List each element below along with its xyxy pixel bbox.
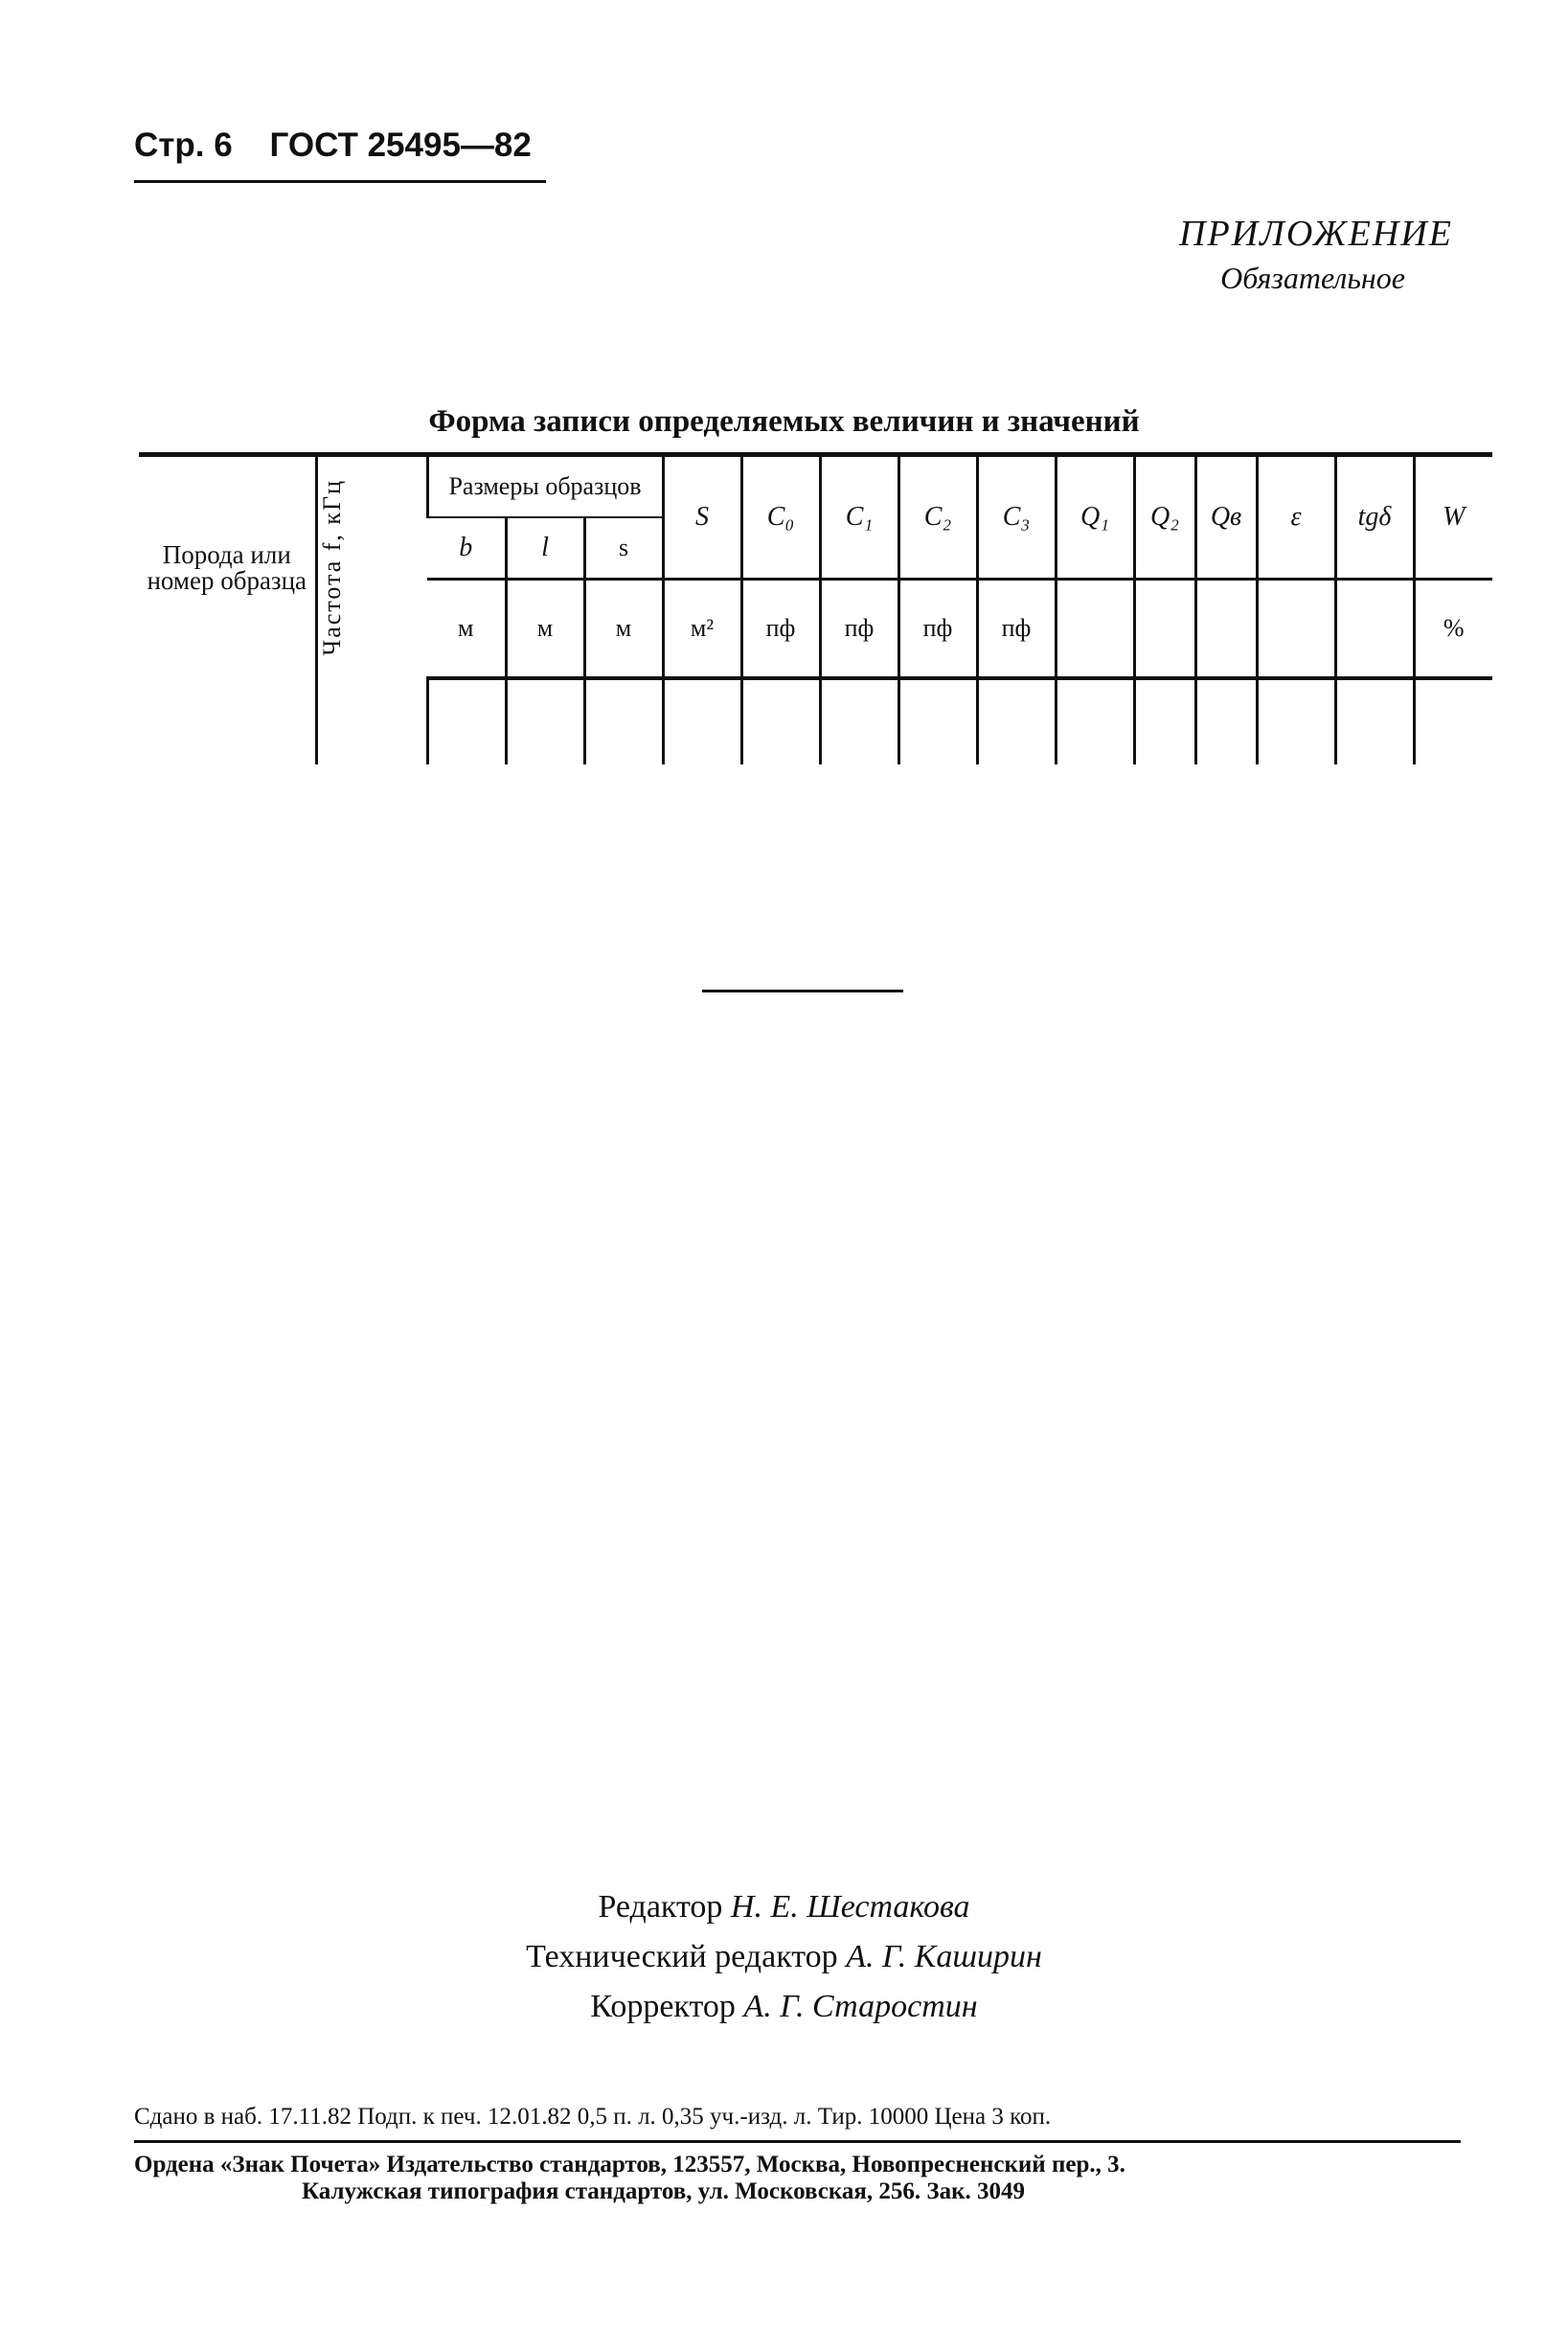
dims-header: Размеры образцов <box>427 455 663 518</box>
page-header <box>134 126 532 165</box>
unit-cell <box>1195 580 1257 679</box>
symbol-W: W <box>1414 455 1492 580</box>
table-cell <box>506 678 584 764</box>
dim-l: l <box>506 517 584 580</box>
section-divider <box>702 990 903 992</box>
table-cell <box>316 678 427 764</box>
appendix-subtitle: Обязательное <box>1220 261 1405 295</box>
symbol-S: S <box>663 455 741 580</box>
imprint-printer-line: Калужская типография стандартов, ул. Московская, 256. Зак. 3049 <box>302 2178 1026 2204</box>
table-cell <box>1056 678 1134 764</box>
symbol-Q1: Q₁ <box>1056 455 1134 580</box>
imprint-publisher-line: Ордена «Знак Почета» Издательство стандартов, 123557, Москва, Новопресненский пер., 3. <box>134 2152 1125 2177</box>
unit-cell <box>1134 580 1195 679</box>
table-cell <box>139 678 316 764</box>
table-cell <box>1134 678 1195 764</box>
unit-cell: пф <box>977 580 1056 679</box>
unit-cell: % <box>1414 580 1492 679</box>
symbol-epsilon: ε <box>1257 455 1335 580</box>
tech-editor-name: А. Г. Каширин <box>846 1939 1042 1974</box>
symbol-C1: C₁ <box>820 455 898 580</box>
imprint-rule <box>134 2140 1461 2143</box>
form-title: Форма записи определяемых величин и значений <box>428 404 1140 439</box>
unit-cell <box>1056 580 1134 679</box>
imprint-publisher <box>134 2152 1461 2205</box>
credit-corrector <box>0 1982 1568 2032</box>
unit-cell: м <box>427 580 506 679</box>
table-row <box>139 678 1492 764</box>
credits <box>0 1882 1568 2032</box>
symbol-tg-delta: tgδ <box>1335 455 1414 580</box>
appendix-label <box>1179 213 1453 296</box>
unit-cell <box>1335 580 1414 679</box>
symbol-Qv: Qв <box>1195 455 1257 580</box>
unit-cell: м² <box>663 580 741 679</box>
dim-b: b <box>427 517 506 580</box>
table-cell <box>1335 678 1414 764</box>
standard-number: ГОСТ 25495—82 <box>269 126 532 164</box>
corrector-role: Корректор <box>590 1989 736 2024</box>
table-cell <box>977 678 1056 764</box>
unit-cell: пф <box>741 580 820 679</box>
sample-header: Порода или номер образца <box>139 455 316 679</box>
unit-cell: пф <box>898 580 977 679</box>
table-cell <box>898 678 977 764</box>
credit-editor <box>0 1882 1568 1932</box>
editor-name: Н. Е. Шестакова <box>730 1889 970 1925</box>
unit-cell: м <box>584 580 663 679</box>
table-cell <box>584 678 663 764</box>
symbol-Q2: Q₂ <box>1134 455 1195 580</box>
appendix-title: ПРИЛОЖЕНИЕ <box>1179 214 1453 254</box>
table-cell <box>741 678 820 764</box>
frequency-header <box>316 455 427 679</box>
dim-s: s <box>584 517 663 580</box>
table-cell <box>1257 678 1335 764</box>
table-cell <box>820 678 898 764</box>
imprint-print-data: Сдано в наб. 17.11.82 Подп. к печ. 12.01.82 0,5 п. л. 0,35 уч.-изд. л. Тир. 10000 Цена 3 коп. <box>134 2104 1052 2130</box>
page-number: Стр. 6 <box>134 126 233 164</box>
corrector-name: А. Г. Старостин <box>743 1989 978 2024</box>
unit-cell <box>1257 580 1335 679</box>
header-rule <box>134 180 546 183</box>
table-cell <box>1414 678 1492 764</box>
frequency-label: Частота f, кГц <box>317 479 346 656</box>
symbol-C2: C₂ <box>898 455 977 580</box>
tech-editor-role: Технический редактор <box>526 1939 838 1974</box>
table-cell <box>427 678 506 764</box>
record-form-table <box>139 452 1492 764</box>
symbol-C0: C₀ <box>741 455 820 580</box>
editor-role: Редактор <box>598 1889 723 1925</box>
unit-cell: м <box>506 580 584 679</box>
credit-tech-editor <box>0 1932 1568 1982</box>
table-cell <box>663 678 741 764</box>
table-cell <box>1195 678 1257 764</box>
symbol-C3: C₃ <box>977 455 1056 580</box>
unit-cell: пф <box>820 580 898 679</box>
